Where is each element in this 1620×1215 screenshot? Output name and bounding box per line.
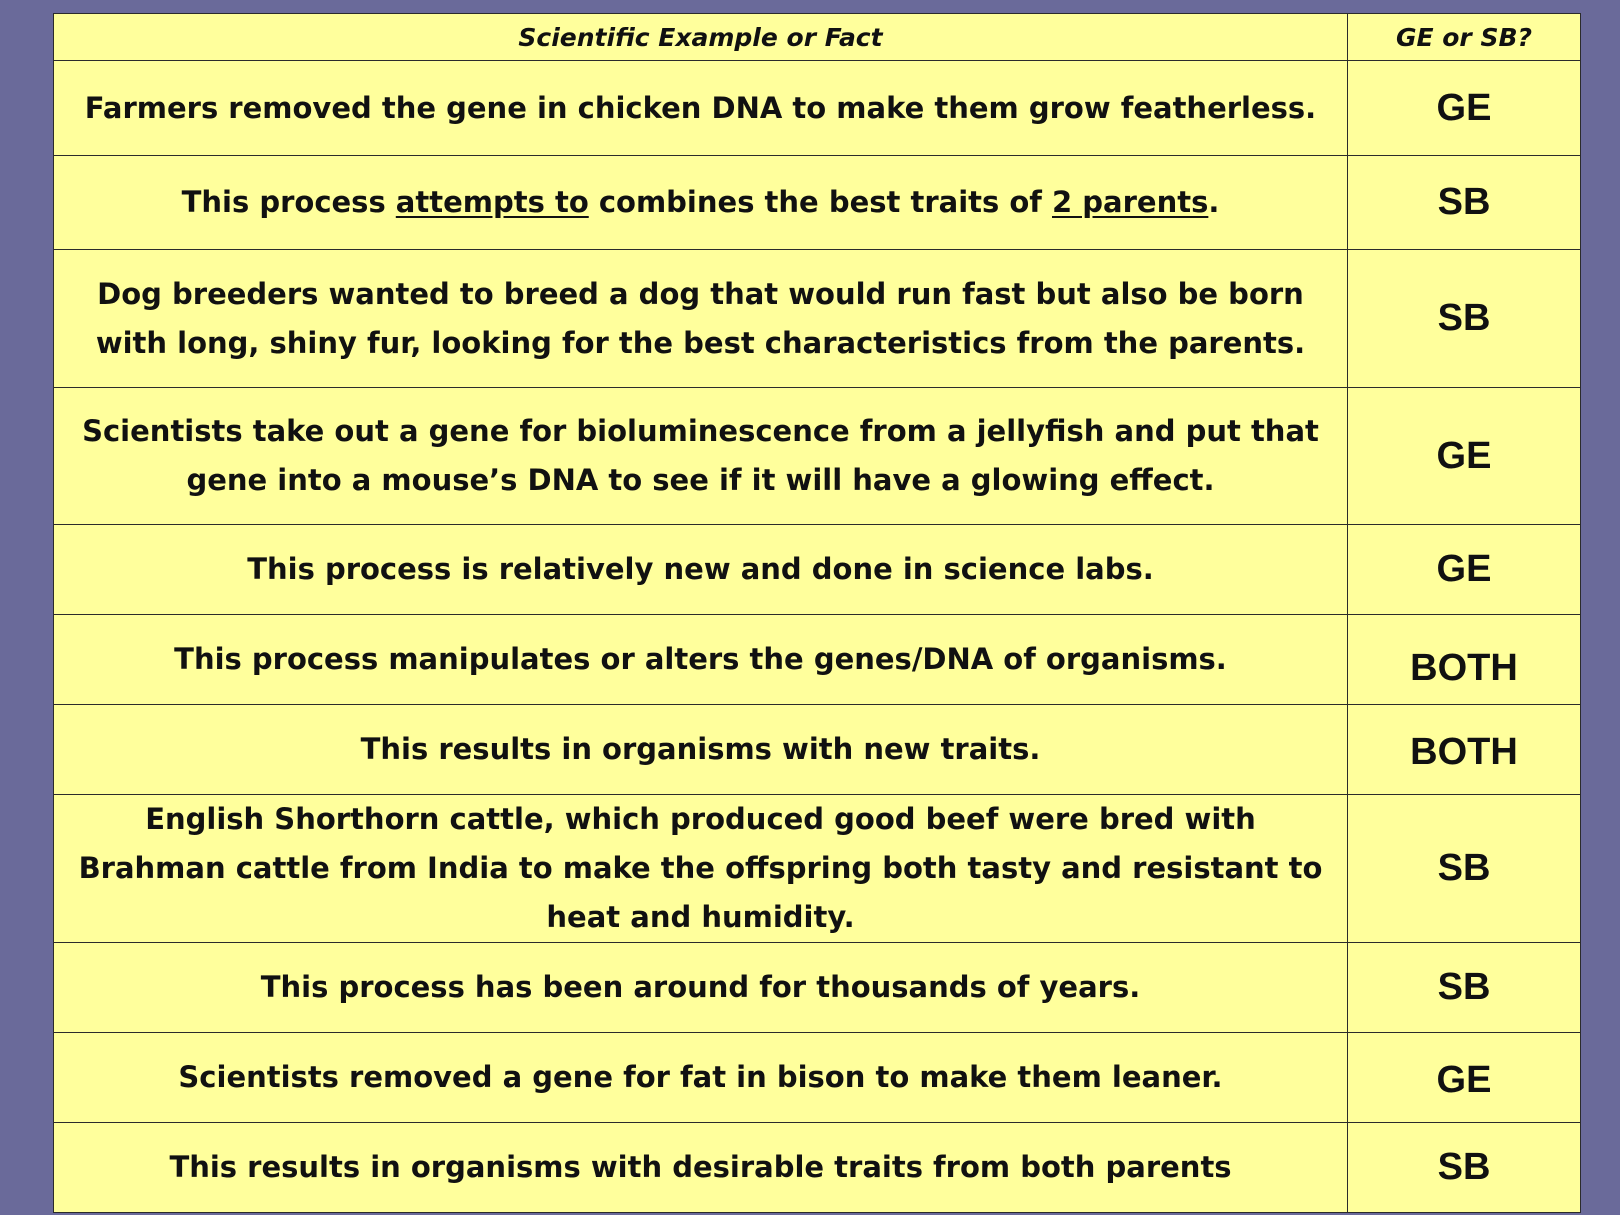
table-row	[54, 156, 1581, 250]
answer-cell: SB	[1348, 1123, 1581, 1213]
answer-cell: GE	[1348, 1033, 1581, 1123]
answer-cell: SB	[1348, 795, 1581, 943]
answer-cell: GE	[1348, 525, 1581, 615]
fact-cell: Scientists removed a gene for fat in bison to make them leaner.	[54, 1033, 1348, 1123]
fact-cell: This process manipulates or alters the genes/DNA of organisms.	[54, 615, 1348, 705]
fact-text: This process	[181, 185, 396, 219]
answer-cell: BOTH	[1348, 705, 1581, 795]
fact-cell: Farmers removed the gene in chicken DNA to make them grow featherless.	[54, 61, 1348, 156]
fact-cell: This results in organisms with new traits.	[54, 705, 1348, 795]
ge-sb-worksheet-table	[53, 13, 1581, 1213]
table-row	[54, 1123, 1581, 1213]
answer-cell: SB	[1348, 156, 1581, 250]
underlined-text: attempts to	[395, 185, 589, 219]
fact-cell: Dog breeders wanted to breed a dog that would run fast but also be born with long, shiny fur, looking for the best characteristics from the parents.	[54, 250, 1348, 388]
table-row	[54, 388, 1581, 525]
table-row	[54, 795, 1581, 943]
answer-cell: SB	[1348, 250, 1581, 388]
answer-cell: GE	[1348, 388, 1581, 525]
table-row	[54, 943, 1581, 1033]
fact-cell: Scientists take out a gene for bioluminescence from a jellyfish and put that gene into a mouse’s DNA to see if it will have a glowing effect.	[54, 388, 1348, 525]
answer-column-header: GE or SB?	[1348, 14, 1581, 61]
answer-cell: GE	[1348, 61, 1581, 156]
header-row	[54, 14, 1581, 61]
table-row	[54, 705, 1581, 795]
table-row	[54, 61, 1581, 156]
fact-text: .	[1208, 185, 1220, 219]
fact-column-header: Scientific Example or Fact	[54, 14, 1348, 61]
fact-cell: This process is relatively new and done in science labs.	[54, 525, 1348, 615]
fact-cell: English Shorthorn cattle, which produced good beef were bred with Brahman cattle from India to make the offspring both tasty and resistant to heat and humidity.	[54, 795, 1348, 943]
fact-cell	[54, 156, 1348, 250]
table-row	[54, 250, 1581, 388]
fact-cell: This process has been around for thousands of years.	[54, 943, 1348, 1033]
fact-text: combines the best traits of	[588, 185, 1052, 219]
table-row	[54, 615, 1581, 705]
underlined-text: 2 parents	[1052, 185, 1209, 219]
table-row	[54, 1033, 1581, 1123]
answer-cell: BOTH	[1348, 615, 1581, 705]
fact-cell: This results in organisms with desirable traits from both parents	[54, 1123, 1348, 1213]
answer-cell: SB	[1348, 943, 1581, 1033]
table-row	[54, 525, 1581, 615]
